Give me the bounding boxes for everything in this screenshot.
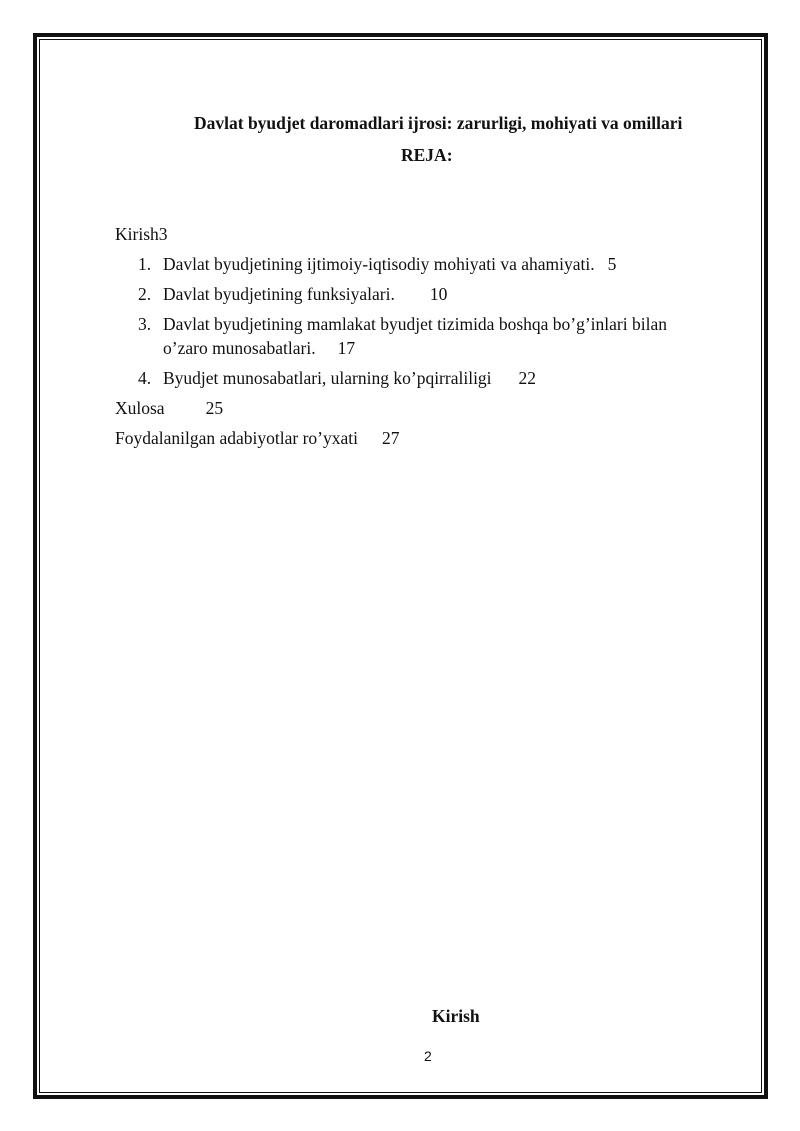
toc-item-4 [138, 366, 536, 390]
toc-intro-label: Kirish [115, 224, 159, 244]
toc-item-number: 4. [138, 368, 152, 388]
toc-conclusion-page: 25 [205, 398, 224, 418]
toc-item-label: Byudjet munosabatlari, ularning ko’pqirraliligi [163, 368, 492, 388]
toc-conclusion [115, 396, 223, 420]
toc-item-label: Davlat byudjetining funksiyalari. [163, 284, 395, 304]
toc-references-label: Foydalanilgan adabiyotlar ro’yxati [115, 428, 358, 448]
toc-item-number: 1. [138, 254, 152, 274]
page-number: 2 [424, 1048, 432, 1064]
toc-intro-page: 3 [158, 224, 168, 244]
toc-item-number: 3. [138, 314, 152, 334]
page-border-inner [39, 39, 762, 1093]
toc-item-label-line2: o’zaro munosabatlari. [163, 338, 316, 358]
toc-item-label-line1: Davlat byudjetining mamlakat byudjet tizimida boshqa bo’g’inlari bilan [163, 314, 667, 334]
toc-references-page: 27 [381, 428, 400, 448]
toc-item-3 [138, 312, 667, 336]
toc-intro [115, 222, 168, 246]
toc-conclusion-label: Xulosa [115, 398, 165, 418]
plan-heading: REJA: [401, 145, 453, 165]
document-title: Davlat byudjet daromadlari ijrosi: zarurligi, mohiyati va omillari [194, 113, 683, 133]
toc-item-page: 22 [518, 368, 537, 388]
toc-item-page: 17 [337, 338, 356, 358]
toc-item-page: 5 [607, 254, 617, 274]
toc-item-2 [138, 282, 447, 306]
toc-references [115, 426, 399, 450]
toc-item-1 [138, 252, 616, 276]
section-heading-intro: Kirish [432, 1006, 480, 1026]
toc-item-page: 10 [429, 284, 448, 304]
toc-item-3-continued [163, 336, 355, 360]
toc-item-label: Davlat byudjetining ijtimoiy-iqtisodiy mohiyati va ahamiyati. [163, 254, 595, 274]
toc-item-number: 2. [138, 284, 152, 304]
